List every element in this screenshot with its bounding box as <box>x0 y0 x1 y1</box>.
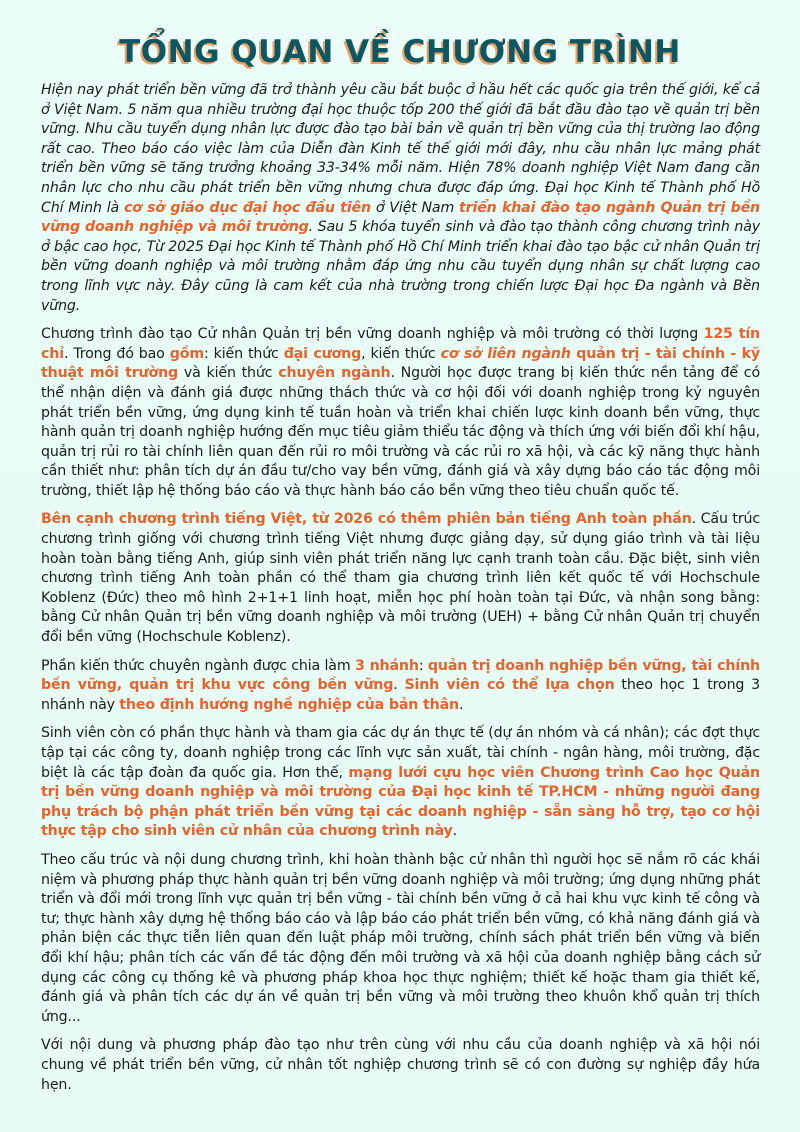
document-body <box>41 81 760 1104</box>
text-segment: . Cấu trúc chương trình giống với chương trình tiếng Việt nhưng được giảng dạy, sử dụng giáo trình và tài liệu hoàn toàn bằng tiếng Anh, giúp sinh viên phát triển năng lực cạnh tranh toàn cầu. Đặc biệt, sinh viên chương trình tiếng Anh toàn phần có thể tham gia chương trình liên kết quốc tế với Hochschule Koblenz (Đức) theo mô hình 2+1+1 linh hoạt, miễn học phí hoàn toàn tại Đức, và nhận song bằng: bằng Cử nhân Quản trị bền vững doanh nghiệp và môi trường (UEH) + bằng Cử nhân Quản trị chuyển đổi bền vững (Hochschule Koblenz). <box>41 511 760 646</box>
text-segment: , kiến thức <box>361 345 441 362</box>
text-segment: Theo cấu trúc và nội dung chương trình, khi hoàn thành bậc cử nhân thì người học sẽ nắm rõ các khái niệm và phương pháp thực hành quản trị bền vững doanh nghiệp và môi trường; ứng dụng những phát triển và đổi mới trong lĩnh vực quản trị bền vững - tài chính bền vững ở cả hai khu vực kinh tế công và tư; thực hành xây dựng hệ thống báo cáo và lập báo cáo phát triển bền vững, có khả năng đánh giá và phản biện các thực tiễn liên quan đến luật pháp môi trường, chính sách phát triển bền vững và biến đổi khí hậu; phân tích các vấn đề tác động đến môi trường và xã hội của doanh nghiệp bằng cách sử dụng các công cụ thống kê và phương pháp khoa học thực nghiệm; thiết kế hoặc tham gia thiết kế, đánh giá và phân tích các dự án về quản trị bền vững và môi trường theo khuôn khổ quản trị thích ứng... <box>41 851 760 1025</box>
text-segment: ở Việt Nam <box>370 199 460 216</box>
page-title: TỔNG QUAN VỀ CHƯƠNG TRÌNH <box>119 34 681 70</box>
highlighted-text: theo định hướng nghề nghiệp của bản thân <box>119 696 459 713</box>
highlighted-text: triển khai đào tạo ngành Quản trị bền vững doanh nghiệp và môi trường <box>41 199 760 236</box>
text-segment: . Trong đó bao <box>63 345 170 362</box>
highlighted-text: Bên cạnh chương trình tiếng Việt, từ 2026 có thêm phiên bản tiếng Anh toàn phần <box>41 511 692 528</box>
text-segment: Chương trình đào tạo Cử nhân Quản trị bền vững doanh nghiệp và môi trường có thời lượng <box>41 326 704 343</box>
highlighted-text: 125 tín chỉ <box>41 326 760 362</box>
highlighted-text: cơ sở giáo dục đại học đầu tiên <box>123 199 371 216</box>
paragraph-practice <box>41 724 760 842</box>
paragraph-career <box>41 1036 760 1095</box>
highlighted-text: mạng lưới cựu học viên Chương trình Cao học Quản trị bền vững doanh nghiệp và môi trường của Đại học kinh tế TP.HCM - những người đang phụ trách bộ phận phát triển bền vững tại các doanh nghiệp - sẵn sàng hỗ trợ, tạo cơ hội thực tập cho sinh viên cử nhân của chương trình này <box>41 764 760 840</box>
paragraph-english-version <box>41 510 760 647</box>
highlighted-text: quản trị - tài chính - kỹ thuật môi trường <box>41 345 760 382</box>
text-segment: Sinh viên còn có phần thực hành và tham gia các dự án thực tế (dự án nhóm và cá nhân); các đợt thực tập tại các công ty, doanh nghiệp trong các lĩnh vực sản xuất, tài chính - ngân hàng, môi trường, đặc biệt là các tập đoàn đa quốc gia. Hơn thế, <box>41 725 760 781</box>
text-segment: : kiến thức <box>204 345 284 362</box>
paragraph-branches <box>41 657 760 716</box>
highlighted-text: 3 nhánh <box>354 657 419 674</box>
text-segment: : <box>418 657 428 674</box>
text-segment: Hiện nay phát triển bền vững đã trở thành yêu cầu bắt buộc ở hầu hết các quốc gia trên thế giới, kể cả ở Việt Nam. 5 năm qua nhiều trường đại học thuộc tốp 200 thế giới đã bắt đầu đào tạo về quản trị bền vững. Nhu cầu tuyển dụng nhân lực được đào tạo bài bản về quản trị bền vững của thị trường lao động rất cao. Theo báo cáo việc làm của Diễn đàn Kinh tế thế giới mới đây, nhu cầu nhân lực mảng phát triển bền vững sẽ tăng trưởng khoảng 33-34% mỗi năm. Hiện 78% doanh nghiệp Việt Nam đang cần nhân lực cho nhu cầu phát triển bền vững nhưng chưa được đáp ứng. Đại học Kinh tế Thành phố Hồ Chí Minh là <box>41 82 760 216</box>
text-segment: . Người học được trang bị kiến thức nền tảng để có thể nhận diện và đánh giá được những thách thức và cơ hội đối với doanh nghiệp trong kỷ nguyên phát triển bền vững, ứng dụng kinh tế tuần hoàn và triển khai chiến lược kinh doanh bền vững, thực hành quản trị doanh nghiệp hướng đến mục tiêu giảm thiểu tác động và thích ứng với biến đổi khí hậu, quản trị rủi ro tài chính liên quan đến rủi ro môi trường và các rủi ro xã hội, và các kỹ năng thực hành cần thiết như: phân tích dự án đầu tư/cho vay bền vững, đánh giá và xây dựng báo cáo tác động môi trường, thiết lập hệ thống báo cáo và thực hành báo cáo bền vững theo tiêu chuẩn quốc tế. <box>41 365 760 499</box>
paragraph-intro <box>41 81 760 316</box>
highlighted-text: đại cương <box>283 345 362 362</box>
text-segment: . <box>452 823 458 840</box>
paragraph-outcomes <box>41 851 760 1027</box>
highlighted-text: Sinh viên có thể lựa chọn <box>404 677 615 694</box>
text-segment: . Sau 5 khóa tuyển sinh và đào tạo thành công chương trình này ở bậc cao học, Từ 2025 Đại học Kinh tế Thành phố Hồ Chí Minh triển khai đào tạo bậc cử nhân Quản trị bền vững doanh nghiệp và môi trường nhằm đáp ứng nhu cầu tuyển dụng nhân sự chất lượng cao trong lĩnh vực này. Đây cũng là cam kết của nhà trường trong chiến lược Đại học Đa ngành và Bền vững. <box>41 219 760 314</box>
highlighted-text: chuyên ngành <box>278 365 391 382</box>
text-segment: và kiến thức <box>178 365 279 382</box>
highlighted-text: quản trị doanh nghiệp bền vững, tài chính bền vững, quản trị khu vực công bền vững <box>41 657 760 694</box>
paragraph-credits <box>41 325 760 501</box>
text-segment: . <box>393 677 405 694</box>
text-segment: theo học 1 trong 3 nhánh này <box>41 677 760 713</box>
highlighted-text: cơ sở liên ngành <box>440 345 571 362</box>
text-segment: Phần kiến thức chuyên ngành được chia làm <box>41 657 355 674</box>
highlighted-text: gồm <box>169 345 204 362</box>
text-segment: Với nội dung và phương pháp đào tạo như trên cùng với nhu cầu của doanh nghiệp và xã hội nói chung về phát triển bền vững, cử nhân tốt nghiệp chương trình sẽ có con đường sự nghiệp đầy hứa hẹn. <box>41 1037 760 1093</box>
text-segment: . <box>458 696 464 713</box>
